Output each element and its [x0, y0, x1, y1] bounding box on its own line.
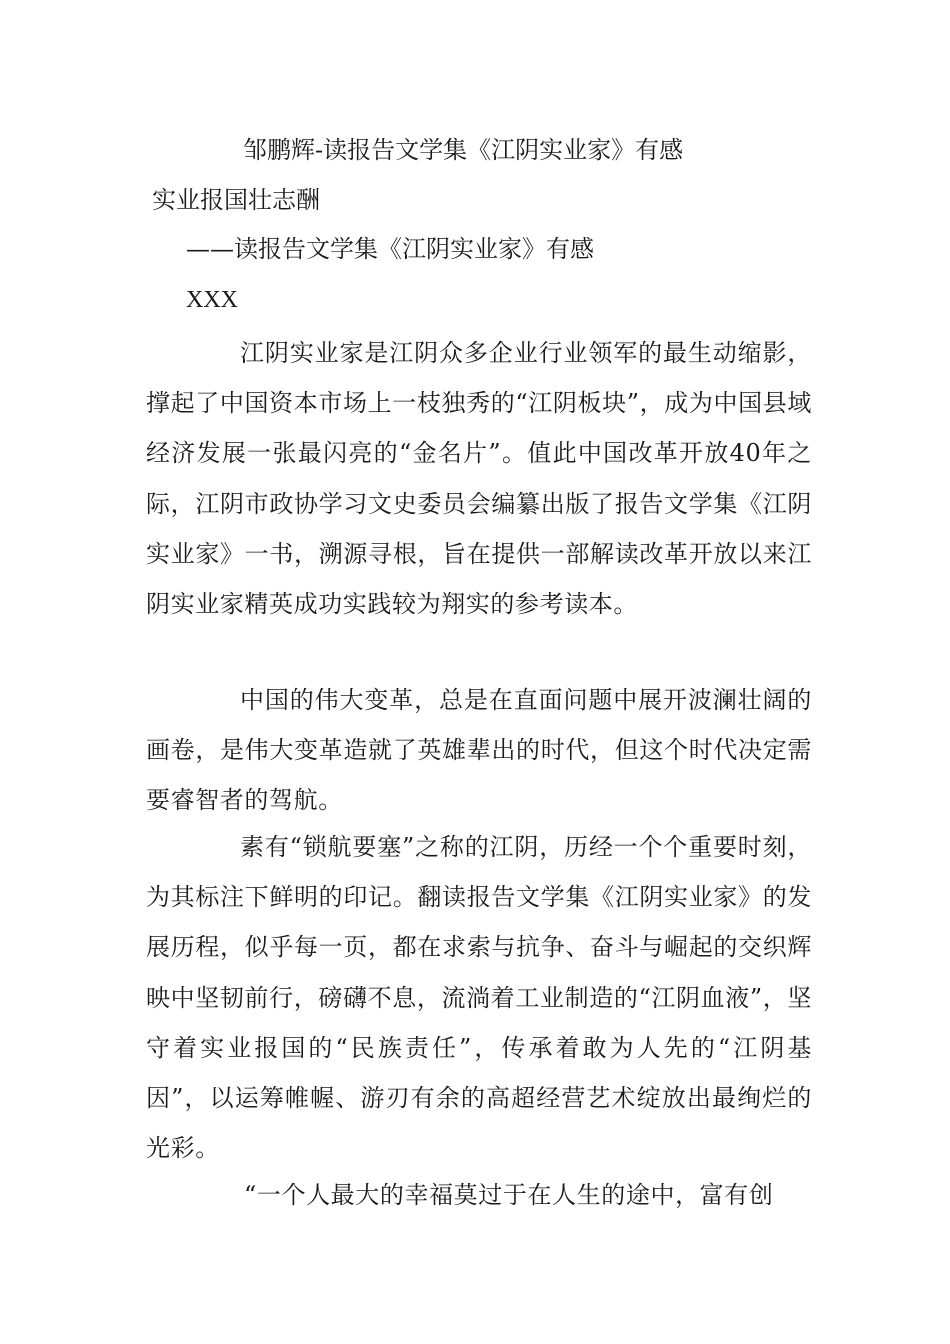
article-author: XXX — [186, 287, 238, 313]
body-paragraph: “一个人最大的幸福莫过于在人生的途中，富有创 — [244, 1181, 774, 1209]
body-paragraph: 中国的伟大变革，总是在直面问题中展开波澜壮阔的画卷，是伟大变革造就了英雄辈出的时代，但这个时代决定需要睿智者的驾航。 — [146, 686, 812, 815]
body-paragraph: 素有“锁航要塞”之称的江阴，历经一个个重要时刻，为其标注下鲜明的印记。翻读报告文学集《江阴实业家》的发展历程，似乎每一页，都在求索与抗争、奋斗与崛起的交织辉映中坚韧前行，磅礴不息，流淌着工业制造的“江阴血液”，坚守着实业报国的“民族责任”，传承着敢为人先的“江阴基因”，以运筹帷幄、游刃有余的高超经营艺术绽放出最绚烂的光彩。 — [146, 833, 812, 1163]
body-paragraph: 江阴实业家是江阴众多企业行业领军的最生动缩影，撑起了中国资本市场上一枝独秀的“江阴板块”，成为中国县域经济发展一张最闪亮的“金名片”。值此中国改革开放40年之际，江阴市政协学习文史委员会编纂出版了报告文学集《江阴实业家》一书，溯源寻根，旨在提供一部解读改革开放以来江阴实业家精英成功实践较为翔实的参考读本。 — [146, 339, 812, 619]
article-heading: 实业报国壮志酬 — [152, 186, 320, 214]
document-title: 邹鹏辉-读报告文学集《江阴实业家》有感 — [243, 136, 684, 164]
article-subtitle: ——读报告文学集《江阴实业家》有感 — [186, 235, 594, 263]
